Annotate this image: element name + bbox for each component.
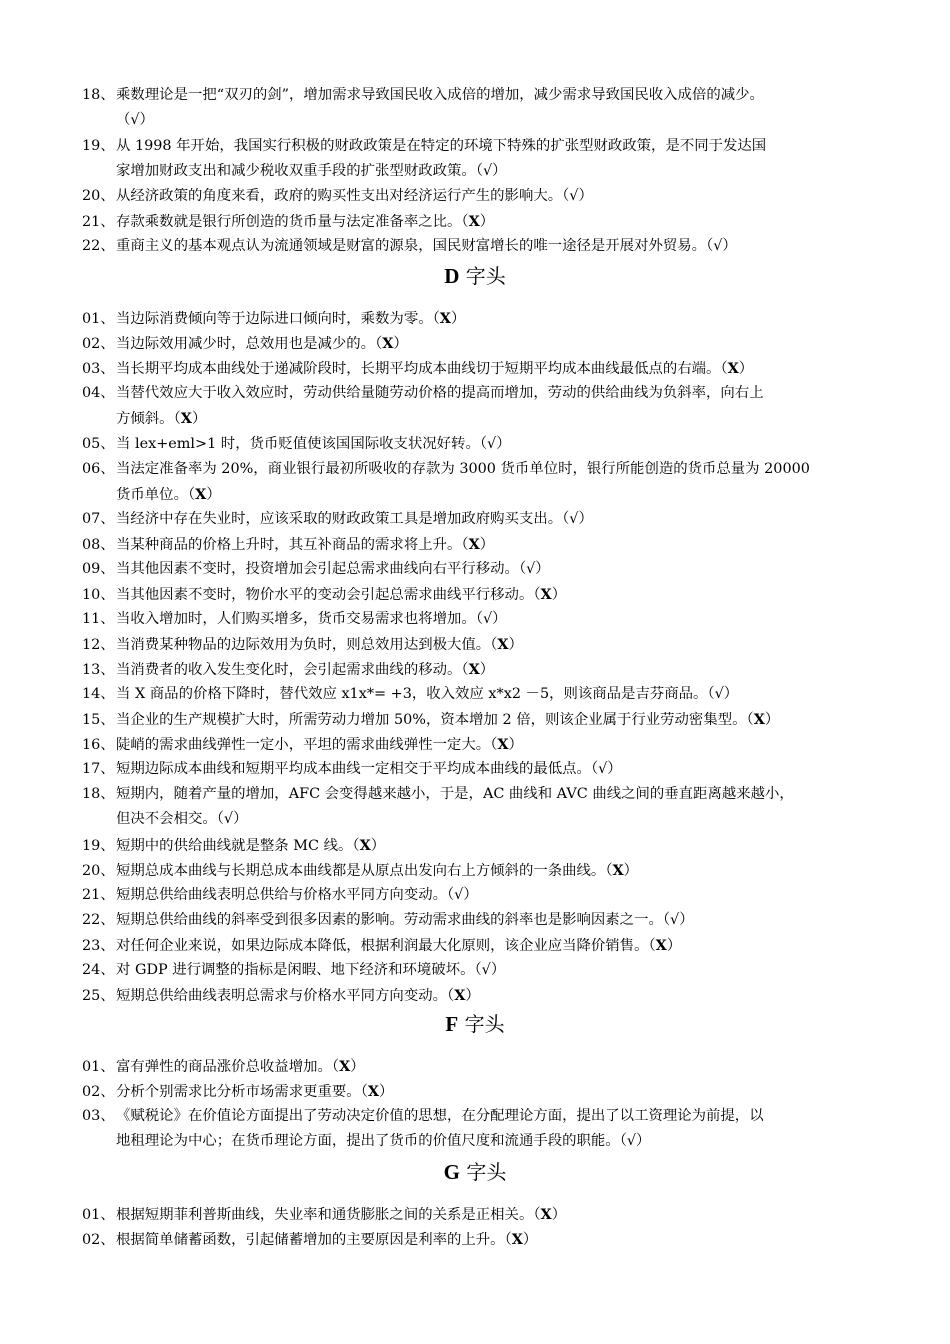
answer-close: ） xyxy=(479,537,495,553)
list-item xyxy=(82,657,872,683)
list-item xyxy=(82,209,872,235)
answer-mark-false: X xyxy=(727,360,739,377)
answer-mark-false: X xyxy=(655,936,667,954)
item-number: 10、 xyxy=(82,587,115,603)
answer-mark-false: X xyxy=(540,1206,552,1223)
item-number: 02、 xyxy=(82,1232,115,1248)
item-text: 当边际消费倾向等于边际进口倾向时，乘数为零。（ xyxy=(116,311,440,327)
item-text: 短期总成本曲线与长期总成本曲线都是从原点出发向右上方倾斜的一条曲线。（ xyxy=(116,862,613,879)
answer-mark-false: X xyxy=(382,335,394,352)
list-item xyxy=(82,632,872,658)
item-number: 21、 xyxy=(82,886,115,903)
item-continuation: 家增加财政支出和减少税收双重手段的扩张型财政政策。（√） xyxy=(116,162,507,179)
section-suffix: 字头 xyxy=(459,264,506,288)
answer-mark-false: X xyxy=(180,410,192,427)
item-text: 当某种商品的价格上升时，其互补商品的需求将上升。（ xyxy=(116,537,469,553)
answer-close: ） xyxy=(465,987,480,1004)
item-text: 从经济政策的角度来看，政府的购买性支出对经济运行产生的影响大。（√） xyxy=(116,188,593,204)
item-number: 03、 xyxy=(82,361,115,377)
item-text: 短期总供给曲线表明总需求与价格水平同方向变动。（ xyxy=(116,987,455,1004)
list-item xyxy=(82,607,872,632)
list-item xyxy=(82,507,872,532)
item-text: 短期总供给曲线表明总供给与价格水平同方向变动。（√） xyxy=(116,886,478,903)
item-text: 当企业的生产规模扩大时，所需劳动力增加 50%，资本增加 2 倍，则该企业属于行业劳动密集型。（ xyxy=(116,712,754,728)
item-text: 从 1998 年开始，我国实行积极的财政政策是在特定的环境下特殊的扩张型财政政策，是不同于发达国 xyxy=(116,137,767,154)
item-number: 23、 xyxy=(82,937,115,954)
item-text: 当边际效用减少时，总效用也是减少的。（ xyxy=(116,336,383,352)
answer-mark-false: X xyxy=(454,986,466,1004)
item-text: 对任何企业来说，如果边际成本降低，根据利润最大化原则，该企业应当降价销售。（ xyxy=(116,937,656,954)
item-continuation: 方倾斜。（X） xyxy=(116,410,207,427)
item-text: 短期中的供给曲线就是整条 MC 线。（ xyxy=(116,837,360,854)
item-text: 短期总供给曲线的斜率受到很多因素的影响。劳动需求曲线的斜率也是影响因素之一。（√） xyxy=(116,911,694,928)
answer-close: ） xyxy=(522,1232,538,1248)
item-text: 根据短期菲利普斯曲线，失业率和通货膨胀之间的关系是正相关。（ xyxy=(116,1207,541,1223)
item-continuation: 但决不会相交。（√） xyxy=(116,811,248,827)
item-number: 19、 xyxy=(82,837,115,854)
item-number: 18、 xyxy=(82,786,115,802)
item-text: 根据简单储蓄函数，引起储蓄增加的主要原因是利率的上升。（ xyxy=(116,1232,512,1248)
item-text: 重商主义的基本观点认为流通领域是财富的源泉，国民财富增长的唯一途径是开展对外贸易。（√） xyxy=(116,238,737,254)
item-number: 25、 xyxy=(82,987,115,1004)
answer-close: ） xyxy=(393,336,408,352)
item-number: 05、 xyxy=(82,435,115,452)
item-text: 对 GDP 进行调整的指标是闲暇、地下经济和环境破坏。（√） xyxy=(116,961,506,978)
list-item xyxy=(82,908,872,933)
item-text: 当消费某种物品的边际效用为负时，则总效用达到极大值。（ xyxy=(116,637,498,653)
list-item xyxy=(82,1079,872,1105)
list-item xyxy=(82,582,872,608)
item-continuation: （√） xyxy=(116,112,154,128)
answer-close: ） xyxy=(551,587,567,603)
list-item xyxy=(82,432,872,457)
item-text: 当法定准备率为 20%，商业银行最初所吸收的存款为 3000 货币单位时，银行所能创造的货币总量为 20000 xyxy=(116,460,810,477)
answer-mark-false: X xyxy=(511,1231,523,1248)
list-item xyxy=(82,757,872,782)
item-text: 当收入增加时，人们购买增多，货币交易需求也将增加。（√） xyxy=(116,611,507,627)
section-heading-F xyxy=(0,1011,950,1037)
item-number: 22、 xyxy=(82,911,115,928)
item-number: 06、 xyxy=(82,460,115,477)
list-item xyxy=(82,707,872,733)
answer-mark-false: X xyxy=(540,586,552,603)
list-item xyxy=(82,858,872,884)
answer-close: ） xyxy=(370,837,386,854)
section-heading-G xyxy=(0,1159,950,1185)
list-item xyxy=(82,532,872,558)
answer-close: ） xyxy=(479,214,495,230)
item-number: 20、 xyxy=(82,862,115,879)
list-item xyxy=(82,883,872,908)
section-letter: G xyxy=(443,1160,460,1184)
item-text: 当经济中存在失业时，应该采取的财政政策工具是增加政府购买支出。（√） xyxy=(116,511,593,527)
section-heading-D xyxy=(0,263,950,289)
answer-close: ） xyxy=(623,862,639,879)
answer-mark-false: X xyxy=(497,736,509,753)
item-number: 01、 xyxy=(82,1059,115,1075)
item-text: 存款乘数就是银行所创造的货币量与法定准备率之比。（ xyxy=(116,214,469,230)
item-text: 当长期平均成本曲线处于递减阶段时，长期平均成本曲线切于短期平均成本曲线最低点的右端。（ xyxy=(116,361,728,377)
item-number: 18、 xyxy=(82,87,115,103)
answer-mark-false: X xyxy=(339,1058,351,1075)
item-number: 14、 xyxy=(82,686,115,702)
answer-close: ） xyxy=(764,712,780,728)
list-item xyxy=(82,356,872,382)
list-item xyxy=(82,1227,872,1253)
list-item xyxy=(82,782,872,832)
item-number: 16、 xyxy=(82,737,115,753)
item-number: 12、 xyxy=(82,637,115,653)
item-text: 乘数理论是一把“双刃的剑”，增加需求导致国民收入成倍的增加，减少需求导致国民收入成倍的减少。 xyxy=(116,87,764,103)
item-text: 当 lex+eml>1 时，货币贬值使该国国际收支状况好转。（√） xyxy=(116,435,511,452)
item-text: 《赋税论》在价值论方面提出了劳动决定价值的思想，在分配理论方面，提出了以工资理论为前提，以 xyxy=(116,1108,764,1124)
answer-mark-false: X xyxy=(497,636,509,653)
item-number: 15、 xyxy=(82,712,115,728)
list-item xyxy=(82,306,872,332)
item-continuation: 货币单位。（X） xyxy=(116,485,221,503)
answer-close: ） xyxy=(350,1059,365,1075)
item-continuation: 地租理论为中心；在货币理论方面，提出了货币的价值尺度和流通手段的职能。（√） xyxy=(116,1133,651,1149)
item-text: 当其他因素不变时，投资增加会引起总需求曲线向右平行移动。（√） xyxy=(116,561,550,577)
answer-close: ） xyxy=(666,937,682,954)
item-number: 08、 xyxy=(82,537,115,553)
item-number: 04、 xyxy=(82,385,115,401)
answer-mark-false: X xyxy=(612,861,624,879)
answer-close: ） xyxy=(508,737,523,753)
answer-mark-false: X xyxy=(195,485,207,503)
list-item xyxy=(82,1202,872,1228)
answer-mark-false: X xyxy=(359,836,371,854)
item-text: 当消费者的收入发生变化时，会引起需求曲线的移动。（ xyxy=(116,662,469,678)
item-number: 22、 xyxy=(82,238,115,254)
list-item xyxy=(82,958,872,983)
answer-close: ） xyxy=(508,637,523,653)
item-number: 02、 xyxy=(82,336,115,352)
item-number: 24、 xyxy=(82,961,115,978)
list-item xyxy=(82,557,872,582)
list-item xyxy=(82,184,872,209)
answer-mark-false: X xyxy=(468,536,480,553)
item-text: 分析个别需求比分析市场需求更重要。（ xyxy=(116,1084,368,1100)
list-item xyxy=(82,83,872,133)
list-item xyxy=(82,933,872,959)
answer-close: ） xyxy=(379,1084,394,1100)
item-number: 02、 xyxy=(82,1084,115,1100)
answer-close: ） xyxy=(479,662,495,678)
item-number: 03、 xyxy=(82,1108,115,1124)
answer-close: ） xyxy=(738,361,754,377)
answer-mark-false: X xyxy=(439,310,451,327)
item-number: 21、 xyxy=(82,214,115,230)
list-item xyxy=(82,983,872,1009)
item-number: 09、 xyxy=(82,561,115,577)
list-item xyxy=(82,1104,872,1154)
answer-close: ） xyxy=(191,411,207,427)
item-text: 当其他因素不变时，物价水平的变动会引起总需求曲线平行移动。（ xyxy=(116,587,541,603)
item-text: 陡峭的需求曲线弹性一定小，平坦的需求曲线弹性一定大。（ xyxy=(116,737,498,753)
list-item xyxy=(82,833,872,859)
list-item xyxy=(82,331,872,357)
answer-mark-false: X xyxy=(367,1083,380,1100)
list-item xyxy=(82,457,872,508)
item-number: 19、 xyxy=(82,137,115,154)
answer-close: ） xyxy=(450,311,466,327)
answer-close: ） xyxy=(206,486,221,503)
item-text: 富有弹性的商品涨价总收益增加。（ xyxy=(116,1059,340,1075)
answer-mark-false: X xyxy=(468,213,480,230)
section-letter: F xyxy=(445,1012,459,1036)
answer-close: ） xyxy=(551,1207,567,1223)
list-item xyxy=(82,732,872,758)
item-text: 当 X 商品的价格下降时，替代效应 x1x*= +3，收入效应 x*x2 －5，则该商品是吉芬商品。（√） xyxy=(116,686,739,702)
item-number: 20、 xyxy=(82,188,115,204)
answer-mark-false: X xyxy=(753,711,765,728)
item-number: 17、 xyxy=(82,761,115,777)
item-text: 短期内，随着产量的增加，AFC 会变得越来越小，于是，AC 曲线和 AVC 曲线之间的垂直距离越来越小， xyxy=(116,786,794,802)
item-number: 11、 xyxy=(82,611,115,627)
answer-mark-false: X xyxy=(468,661,480,678)
item-number: 01、 xyxy=(82,1207,115,1223)
list-item xyxy=(82,234,872,259)
list-item xyxy=(82,1054,872,1080)
list-item xyxy=(82,682,872,707)
list-item xyxy=(82,381,872,432)
section-suffix: 字头 xyxy=(458,1012,505,1036)
item-number: 07、 xyxy=(82,511,115,527)
list-item xyxy=(82,134,872,184)
item-number: 13、 xyxy=(82,662,115,678)
item-number: 01、 xyxy=(82,311,115,327)
item-text: 短期边际成本曲线和短期平均成本曲线一定相交于平均成本曲线的最低点。（√） xyxy=(116,761,622,777)
section-suffix: 字头 xyxy=(459,1160,507,1184)
section-letter: D xyxy=(444,264,460,288)
item-text: 当替代效应大于收入效应时，劳动供给量随劳动价格的提高而增加，劳动的供给曲线为负斜率，向右上 xyxy=(116,385,764,401)
